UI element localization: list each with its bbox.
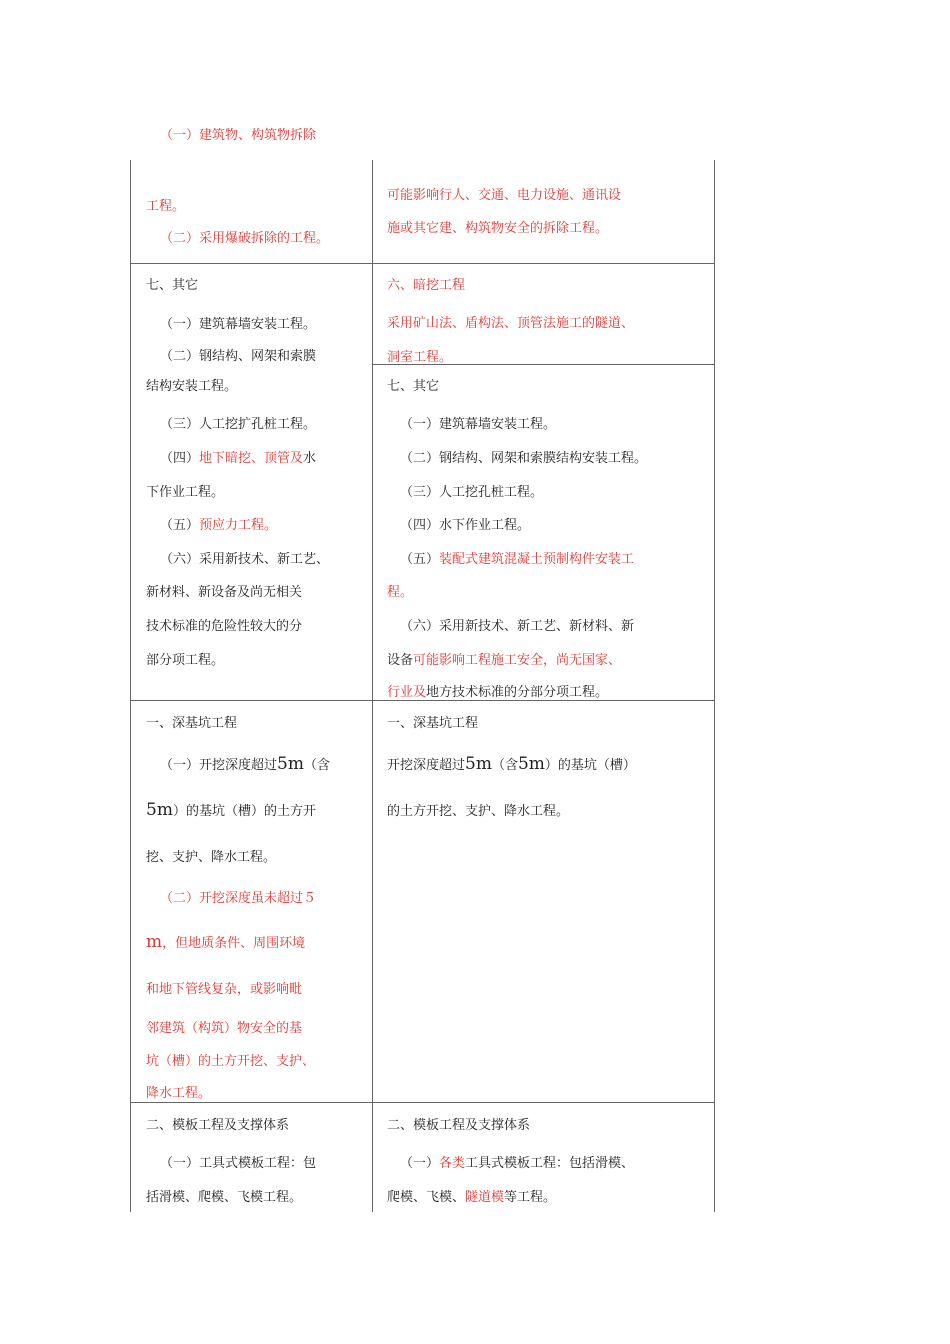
row3-left-l5-suffix: ，但地质条件、周围环境 [162,936,306,951]
row2-left-l5 [160,518,277,534]
row3-left-l8: 坑（槽）的土方开挖、支护、 [146,1054,316,1069]
row3-right-l1-big2: 5m [517,754,545,774]
table-middle-border [372,160,373,1212]
row2-right-bottom-l5-prefix: （五） [400,552,440,567]
row4-right-l1-suffix: 工具式模板工程：包括滑模、 [465,1156,635,1171]
row2-left-l5-red: 预应力工程。 [199,518,278,533]
row3-left-l2 [146,802,316,820]
row2-right-top-heading: 六、暗挖工程 [387,278,466,293]
row3-left-l1-prefix: （一）开挖深度超过 [160,758,278,773]
row4-right-l1 [400,1156,634,1172]
row3-left-l2-big: 5m [146,800,173,820]
row4-right-l2 [387,1190,556,1206]
row-divider-3 [130,1102,715,1103]
row-divider-1 [130,263,715,264]
row3-left-l1 [160,756,330,774]
row2-right-bottom-l6c [387,685,608,700]
row1-left-line2: （二）采用爆破拆除的工程。 [160,231,330,246]
row3-left-l1-suffix: （含 [303,758,330,773]
row2-left-l6a: （六）采用新技术、新工艺、 [160,552,330,567]
row3-left-l6: 和地下管线复杂，或影响毗 [146,982,303,997]
row2-left-l6c: 技术标准的危险性较大的分 [146,619,303,634]
row3-left-heading: 一、深基坑工程 [146,716,238,731]
row2-right-top-l2: 洞室工程。 [387,350,453,364]
row2-left-l4b: 下作业工程。 [146,485,225,500]
row2-left-l5-prefix: （五） [160,518,200,533]
row3-left-l3: 挖、支护、降水工程。 [146,850,277,865]
table-right-border [714,160,715,1212]
row4-right-heading: 二、模板工程及支撑体系 [387,1118,531,1133]
row1-right-line1: 可能影响行人、交通、电力设施、通讯设 [387,188,622,203]
row2-left-l1: （一）建筑幕墙安装工程。 [160,317,317,332]
row2-left-l4a [160,451,316,467]
row2-right-bottom-l5b: 程。 [387,585,414,600]
row3-right-l1-mid: （含 [491,758,518,773]
row-divider-right-sub [372,364,715,365]
row-divider-2 [130,700,715,701]
row2-left-heading: 七、其它 [146,278,199,293]
row1-left-line1: 工程。 [146,199,186,214]
row4-right-l1-red: 各类 [439,1156,466,1171]
table-left-border [130,160,131,1212]
row3-right-heading: 一、深基坑工程 [387,716,479,731]
row2-left-l4a-red: 地下暗挖、顶管及 [199,451,304,466]
row2-right-bottom-l1: （一）建筑幕墙安装工程。 [400,417,557,432]
row3-left-l5 [146,934,305,952]
row2-right-bottom-l5-red: 装配式建筑混凝土预制构件安装工 [439,552,635,567]
row3-right-l2: 的土方开挖、支护、降水工程。 [387,804,570,819]
row4-right-l2-prefix: 爬模、飞模、 [387,1190,466,1205]
row2-right-bottom-l5 [400,552,634,568]
row4-right-l2-suffix: 等工程。 [504,1190,557,1205]
row2-left-l2b: 结构安装工程。 [146,379,238,394]
row2-left-l6b: 新材料、新设备及尚无相关 [146,585,303,600]
row4-left-l1: （一）工具式模板工程：包 [160,1156,317,1171]
row2-right-bottom-l6a: （六）采用新技术、新工艺、新材料、新 [400,619,635,634]
row2-left-l4a-prefix: （四） [160,451,200,466]
row2-right-top-l1: 采用矿山法、盾构法、顶管法施工的隧道、 [387,316,635,331]
row2-left-l4a-suffix: 水 [303,451,317,466]
top-line-text: （一）建筑物、构筑物拆除 [160,128,317,143]
row3-left-l1-big: 5m [277,754,304,774]
row2-right-bottom-l6c-suffix: 地方技术标准的分部分项工程。 [426,685,609,700]
row1-right-line2: 施或其它建、构筑物安全的拆除工程。 [387,221,609,236]
row2-left-l6d: 部分项工程。 [146,653,225,668]
row3-left-l2-suffix: ）的基坑（槽）的土方开 [172,804,316,819]
row3-right-l1-big: 5m [465,754,492,774]
row2-right-bottom-l6c-red: 行业及 [387,685,427,700]
row3-left-l4: （二）开挖深度虽未超过５ [160,891,317,906]
row2-right-bottom-l6b-red: 可能影响工程施工安全，尚无国家、 [413,653,622,668]
row2-right-bottom-l6b-prefix: 设备 [387,653,414,668]
row2-left-l2a: （二）钢结构、网架和索膜 [160,349,317,364]
row4-left-l2: 括滑模、爬模、飞模工程。 [146,1190,303,1205]
row2-right-bottom-l6b [387,653,621,669]
row2-right-bottom-heading: 七、其它 [387,379,440,394]
row4-right-l1-prefix: （一） [400,1156,440,1171]
row2-left-l3: （三）人工挖扩孔桩工程。 [160,417,317,432]
row2-right-bottom-l3: （三）人工挖孔桩工程。 [400,485,544,500]
row4-left-heading: 二、模板工程及支撑体系 [146,1118,290,1133]
row4-right-l2-red: 隧道模 [465,1190,505,1205]
row3-left-l7: 邻建筑（构筑）物安全的基 [146,1021,303,1036]
row3-right-l1-suffix: ）的基坑（槽） [544,758,636,773]
row3-left-l5-big: m [146,932,163,952]
row3-right-l1-prefix: 开挖深度超过 [387,758,466,773]
row2-right-bottom-l2: （二）钢结构、网架和索膜结构安装工程。 [400,451,648,466]
row3-right-l1 [387,756,636,774]
row2-right-bottom-l4: （四）水下作业工程。 [400,518,531,533]
row3-left-l9: 降水工程。 [146,1086,212,1101]
